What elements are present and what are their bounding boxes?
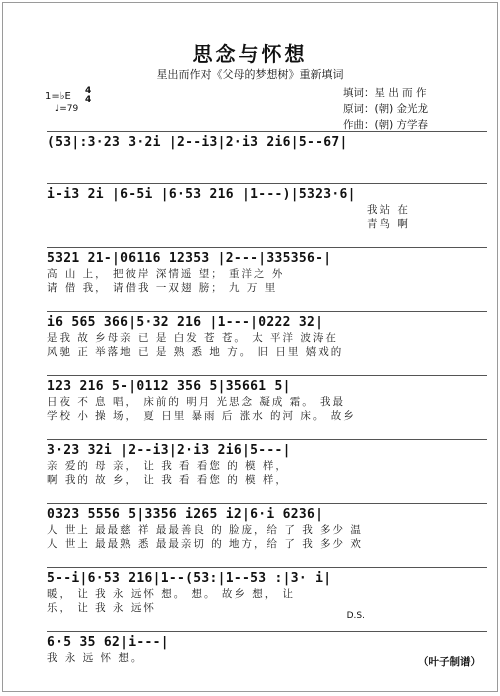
song-title: 思念与怀想 (192, 42, 308, 66)
lyric-line: 我 永 远 怀 想。 (47, 652, 144, 664)
score-page (2, 2, 498, 692)
song-subtitle: 星出而作对《父母的梦想树》重新填词 (156, 68, 344, 81)
lyric-line: 亲 爱的 母 亲， 让 我 看 看您 的 模 样， (47, 460, 288, 472)
lyric-line: 我站 在 (367, 204, 410, 216)
time-signature (85, 87, 91, 105)
lyric-line: 乐， 让 我 永 远怀 (47, 602, 156, 614)
lyric-line: 人 世上 最最慈 祥 最最善良 的 脸庞，给 了 我 多少 温 (47, 524, 363, 536)
notation-line: 5--i|6·53 216|1--(53:|1--53 :|3· i| (47, 567, 487, 587)
score-system (47, 567, 487, 631)
lyric-line: 暖， 让 我 永 远怀 想。 想。 故乡 想， 让 (47, 588, 296, 600)
key-signature: 1=♭E (45, 91, 71, 102)
lyricist-credit: 填词：星 出 而 作 (343, 87, 427, 99)
meter-denominator: 4 (85, 95, 92, 105)
score-system (47, 311, 487, 375)
transcriber-credit: （叶子制谱） (418, 656, 481, 668)
notation-line: 123 216 5-|0112 356 5|35661 5| (47, 375, 487, 395)
lyric-line: 人 世上 最最熟 悉 最最亲切 的 地方，给 了 我 多少 欢 (47, 538, 363, 550)
score-system (47, 183, 487, 247)
lyric-line: 请 借 我， 请借我 一双翅 膀； 九 万 里 (47, 282, 278, 294)
tempo-mark: ♩=79 (55, 104, 79, 114)
meter-numerator: 4 (85, 86, 92, 96)
credits-block (343, 85, 428, 133)
composer-credit: 作曲：(朝) 方学春 (343, 119, 429, 131)
dal-segno-mark: D.S. (346, 611, 365, 621)
notation-line: 0323 5556 5|3356 i265 i2|6·i 6236| (47, 503, 487, 523)
score-system (47, 131, 487, 183)
notation-line: 3·23 32i |2--i3|2·i3 2i6|5---| (47, 439, 487, 459)
notation-line: (53|:3·23 3·2i |2--i3|2·i3 2i6|5--67| (47, 131, 487, 151)
lyric-line: 风驰 正 举落地 已 是 熟 悉 地 方。 旧 日里 嬉戏的 (47, 346, 344, 358)
lyric-line: 是我 故 乡母亲 已 是 白发 苍 苍。 太 平洋 波涛在 (47, 332, 338, 344)
score-system (47, 503, 487, 567)
notation-line: i-i3 2i |6-5i |6·53 216 |1---)|5323·6| (47, 183, 487, 203)
lyric-line: 青鸟 啊 (367, 218, 410, 230)
notation-line: 5321 21-|06116 12353 |2---|335356-| (47, 247, 487, 267)
lyric-line: 啊 我的 故 乡， 让 我 看 看您 的 模 样， (47, 474, 288, 486)
lyric-line: 高 山 上， 把彼岸 深情遥 望； 重洋之 外 (47, 268, 285, 280)
score-system (47, 439, 487, 503)
lyric-line: 日夜 不 息 唱， 床前的 明月 光思念 凝成 霜。 我最 (47, 396, 346, 408)
jianpu-score (47, 131, 487, 683)
lyric-line: 学校 小 操 场， 夏 日里 暴雨 后 涨水 的河 床。 故乡 (47, 410, 356, 422)
original-lyricist-credit: 原词：(朝) 金光龙 (343, 103, 429, 115)
notation-line: i6 565 366|5·32 216 |1---|0222 32| (47, 311, 487, 331)
notation-line: 6·5 35 62|i---| (47, 631, 487, 651)
score-system (47, 247, 487, 311)
score-system (47, 375, 487, 439)
